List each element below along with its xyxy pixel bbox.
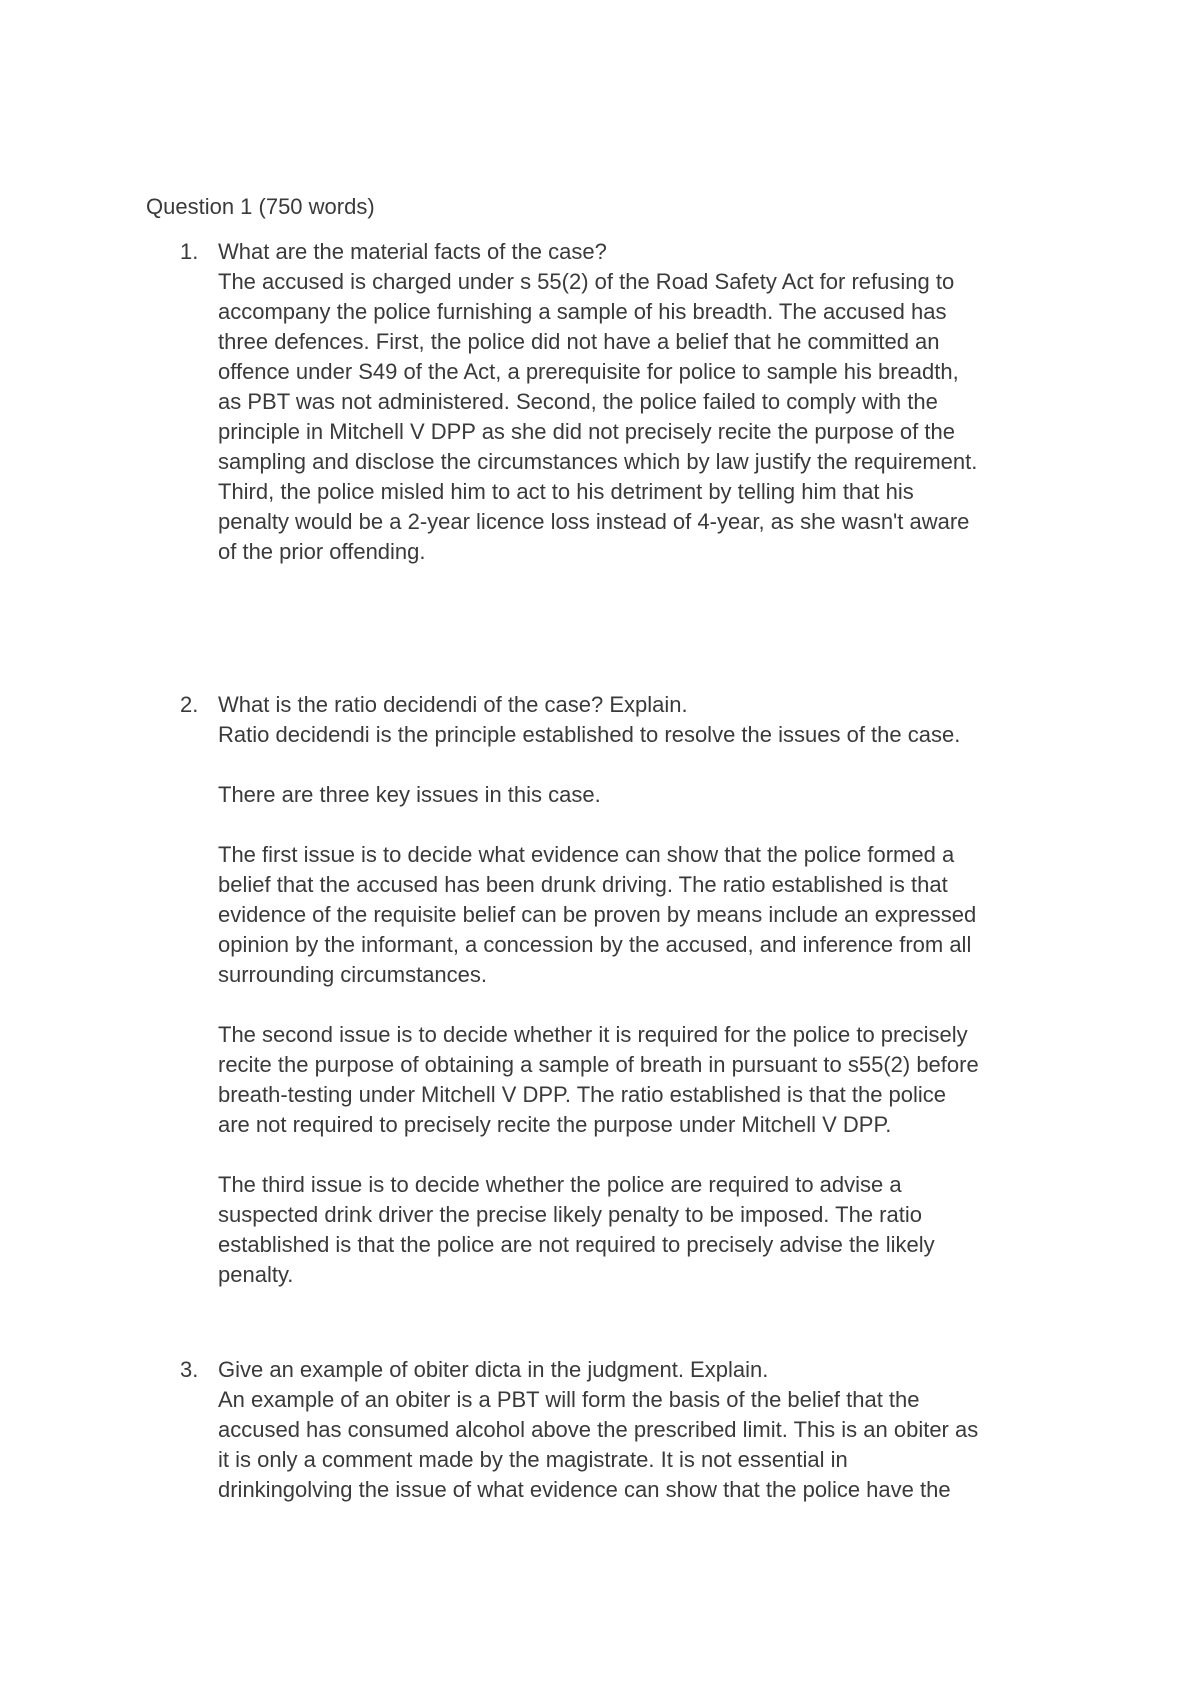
question-body: [218, 237, 1078, 567]
answer-line: The third issue is to decide whether the police are required to advise a: [218, 1172, 902, 1197]
answer-line: drinkingolving the issue of what evidence can show that the police have the: [218, 1477, 951, 1502]
answer-line: principle in Mitchell V DPP as she did not precisely recite the purpose of the: [218, 419, 955, 444]
answer-line: accompany the police furnishing a sample of his breadth. The accused has: [218, 299, 947, 324]
answer-line: established is that the police are not required to precisely advise the likely: [218, 1232, 935, 1257]
question-body: [218, 690, 1078, 1290]
answer-line: evidence of the requisite belief can be proven by means include an expressed: [218, 902, 977, 927]
answer-line: The accused is charged under s 55(2) of the Road Safety Act for refusing to: [218, 269, 955, 294]
answer-line: it is only a comment made by the magistrate. It is not essential in: [218, 1447, 848, 1472]
document-title: Question 1 (750 words): [146, 194, 375, 219]
answer-line: belief that the accused has been drunk driving. The ratio established is that: [218, 872, 948, 897]
answer-line: The first issue is to decide what evidence can show that the police formed a: [218, 842, 955, 867]
question-number: 3.: [180, 1357, 199, 1382]
question-number: 1.: [180, 239, 199, 264]
answer-line: sampling and disclose the circumstances which by law justify the requirement.: [218, 449, 978, 474]
answer-line: are not required to precisely recite the purpose under Mitchell V DPP.: [218, 1112, 892, 1137]
answer-line: offence under S49 of the Act, a prerequisite for police to sample his breadth,: [218, 359, 959, 384]
question-prompt: Give an example of obiter dicta in the judgment. Explain.: [218, 1357, 769, 1382]
answer-line: surrounding circumstances.: [218, 962, 488, 987]
question-body: [218, 1355, 1078, 1505]
answer-line: accused has consumed alcohol above the prescribed limit. This is an obiter as: [218, 1417, 979, 1442]
answer-line: Ratio decidendi is the principle established to resolve the issues of the case.: [218, 722, 961, 747]
answer-line: penalty would be a 2-year licence loss instead of 4-year, as she wasn't aware: [218, 509, 970, 534]
question-number: 2.: [180, 692, 199, 717]
answer-line: There are three key issues in this case.: [218, 782, 601, 807]
answer-line: as PBT was not administered. Second, the police failed to comply with the: [218, 389, 938, 414]
answer-line: suspected drink driver the precise likely penalty to be imposed. The ratio: [218, 1202, 922, 1227]
answer-line: three defences. First, the police did not have a belief that he committed an: [218, 329, 940, 354]
question-prompt: What are the material facts of the case?: [218, 239, 607, 264]
answer-line: penalty.: [218, 1262, 294, 1287]
answer-line: opinion by the informant, a concession by the accused, and inference from all: [218, 932, 972, 957]
answer-line: recite the purpose of obtaining a sample of breath in pursuant to s55(2) before: [218, 1052, 979, 1077]
question-prompt: What is the ratio decidendi of the case? Explain.: [218, 692, 688, 717]
answer-line: The second issue is to decide whether it is required for the police to precisely: [218, 1022, 968, 1047]
answer-line: An example of an obiter is a PBT will form the basis of the belief that the: [218, 1387, 920, 1412]
answer-line: Third, the police misled him to act to his detriment by telling him that his: [218, 479, 914, 504]
answer-line: of the prior offending.: [218, 539, 426, 564]
answer-line: breath-testing under Mitchell V DPP. The ratio established is that the police: [218, 1082, 947, 1107]
